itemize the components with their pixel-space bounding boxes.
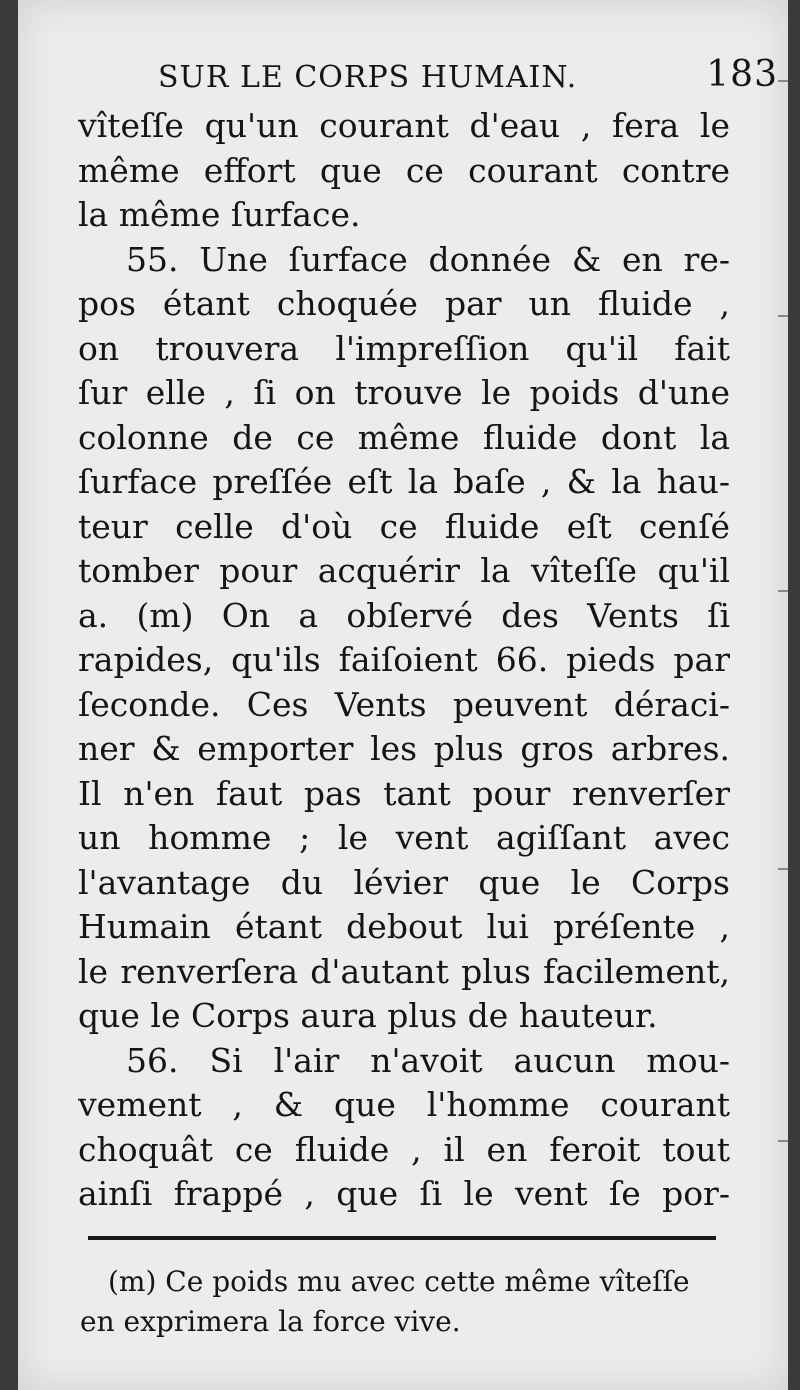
edge-tick <box>778 868 788 870</box>
footnote <box>80 1262 730 1342</box>
text-line: ſurface preſſée eſt la baſe , & la hau- <box>78 462 730 501</box>
edge-tick <box>778 80 788 82</box>
text-line: ainſi frappé , que ſi le vent ſe por- <box>78 1174 730 1213</box>
edge-tick <box>778 590 788 592</box>
footnote-line: en exprimera la force vive. <box>80 1305 461 1338</box>
page-header <box>158 54 778 102</box>
text-line: que le Corps aura plus de hauteur. <box>78 996 658 1035</box>
text-line: colonne de ce même fluide dont la <box>78 417 730 457</box>
text-line: vement , & que l'homme courant <box>78 1085 730 1124</box>
text-line: ner & emporter les plus gros arbres. <box>78 729 730 768</box>
footnote-line: (m) Ce poids mu avec cette même vîteſſe <box>108 1265 690 1298</box>
page-edge-marks <box>774 0 788 1390</box>
running-head: SUR LE CORPS HUMAIN. <box>158 60 578 95</box>
text-line: ſeconde. Ces Vents peuvent déraci- <box>78 684 730 724</box>
footnote-rule <box>88 1236 716 1240</box>
text-line: teur celle d'où ce fluide eſt cenſé <box>78 506 730 546</box>
paragraph-55-start: 55. Une ſurface donnée & en re- <box>126 239 730 279</box>
text-line: tomber pour acquérir la vîteſſe qu'il <box>78 551 730 590</box>
text-line: même effort que ce courant contre <box>78 150 730 190</box>
edge-tick <box>778 315 788 317</box>
body-text <box>78 104 730 1217</box>
text-line: choquât ce fluide , il en feroit tout <box>78 1129 730 1169</box>
text-line: pos étant choquée par un fluide , <box>78 284 730 323</box>
text-line: ſur elle , ſi on trouve le poids d'une <box>78 373 730 412</box>
text-line: vîteſſe qu'un courant d'eau , fera le <box>78 106 730 145</box>
paragraph-56-start: 56. Si l'air n'avoit aucun mou- <box>126 1040 730 1080</box>
text-line: l'avantage du lévier que le Corps <box>78 862 730 902</box>
text-line: le renverſera d'autant plus facilement, <box>78 951 730 991</box>
text-line: Humain étant debout lui préſente , <box>78 907 730 946</box>
text-line: rapides, qu'ils faiſoient 66. pieds par <box>78 640 730 679</box>
text-line: Il n'en faut pas tant pour renverſer <box>78 773 730 813</box>
book-page <box>18 0 788 1390</box>
text-line: a. (m) On a obſervé des Vents ſi <box>78 595 730 635</box>
edge-tick <box>778 1140 788 1142</box>
text-line: un homme ; le vent agiſſant avec <box>78 818 730 857</box>
page-number: 183 <box>706 54 778 95</box>
text-line: on trouvera l'impreſſion qu'il fait <box>78 328 730 368</box>
text-line: la même ſurface. <box>78 195 361 234</box>
